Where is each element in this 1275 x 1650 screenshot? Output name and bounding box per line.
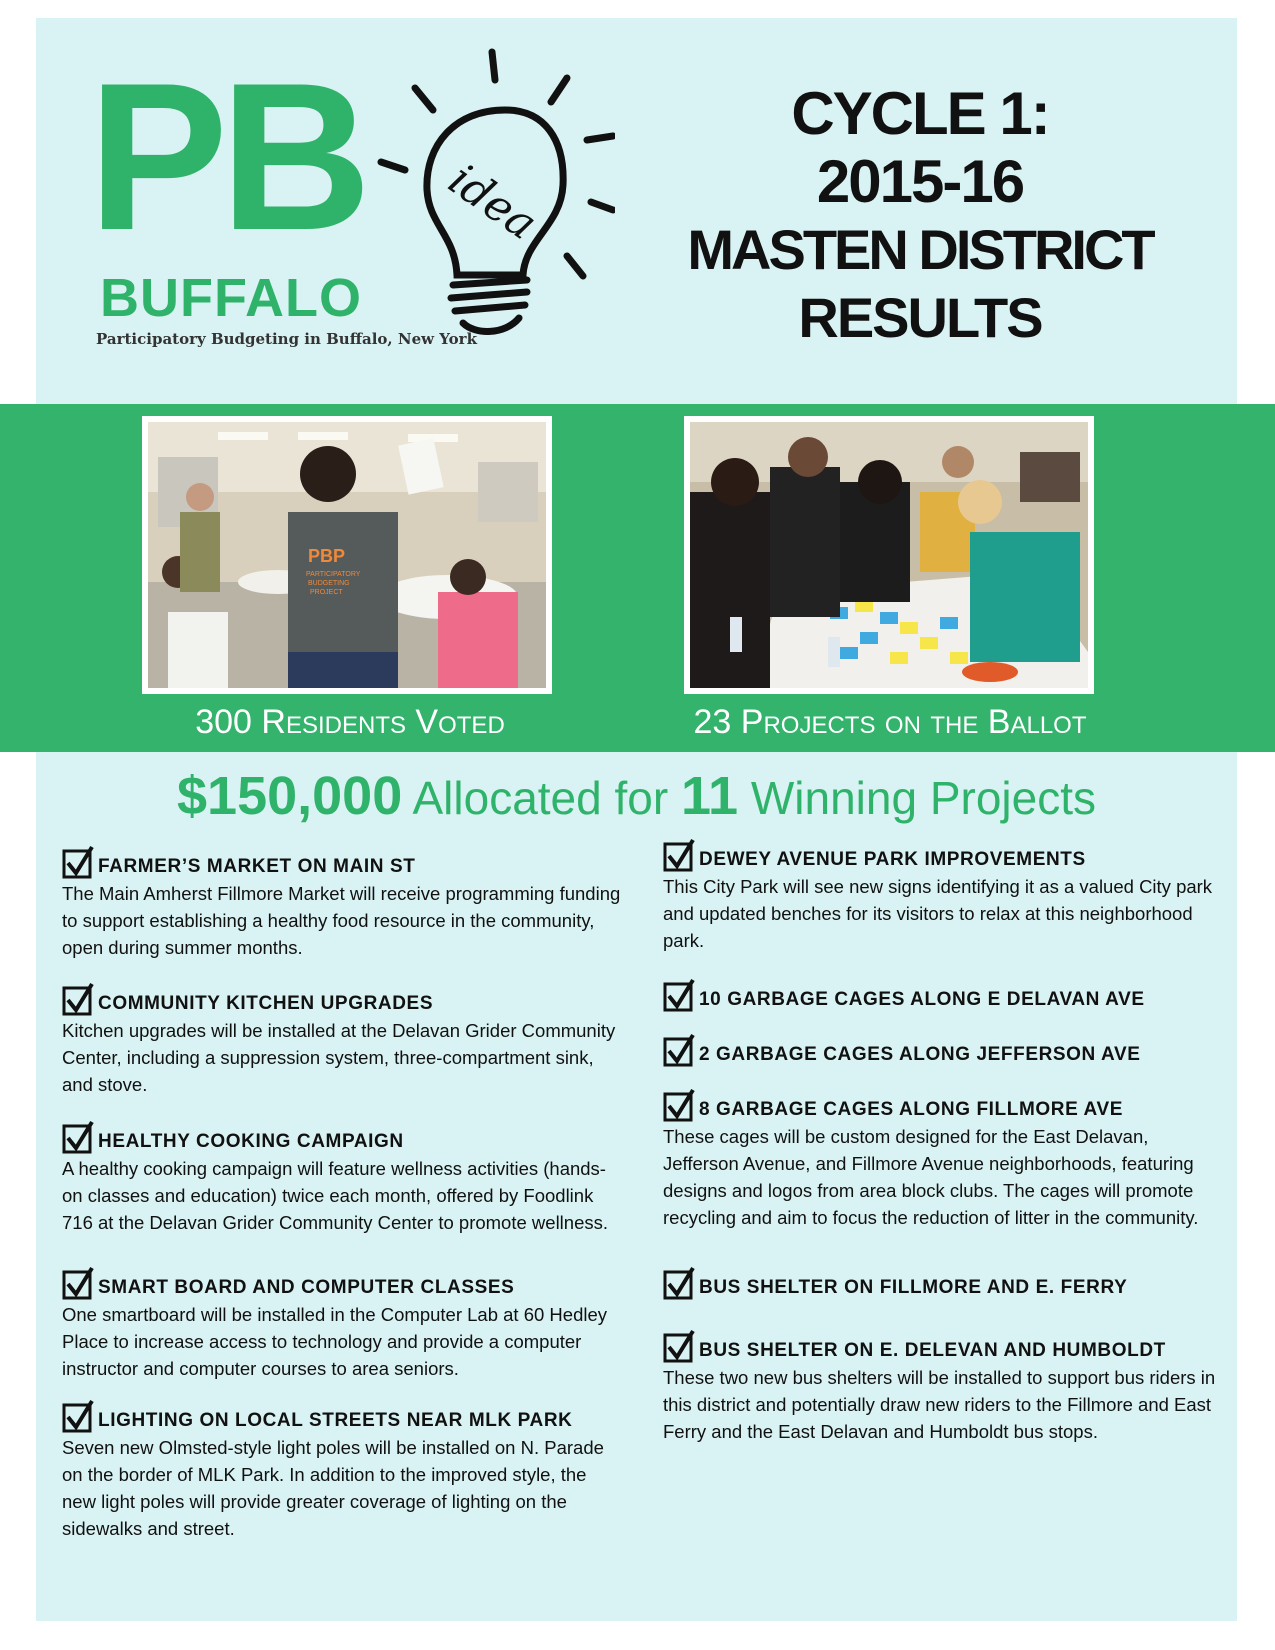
project-item (62, 1399, 622, 1542)
logo-pb-letters: PB (88, 39, 364, 274)
bulb-word: idea (439, 154, 547, 251)
project-item (663, 1329, 1223, 1445)
project-title: DEWEY AVENUE PARK IMPROVEMENTS (699, 849, 1086, 870)
lightbulb-icon (355, 30, 615, 350)
logo-tagline: Participatory Budgeting in Buffalo, New York (96, 330, 477, 348)
checkbox-checked-icon (663, 1266, 697, 1300)
left-project-column (62, 845, 622, 1542)
project-item (663, 838, 1223, 954)
projects-label: Projects on the Ballot (740, 703, 1087, 741)
projects-on-ballot-stat (630, 702, 1150, 742)
project-item (663, 978, 1223, 1012)
checkbox-checked-icon (663, 1033, 697, 1067)
project-description: These two new bus shelters will be installed to support bus riders in this district and potentially draw new riders to the Fillmore and East Ferry and the East Delavan and Humboldt bus stops. (663, 1367, 1216, 1442)
shirt-text-1: PBP (308, 546, 346, 566)
checkbox-checked-icon (663, 978, 697, 1012)
project-item (62, 982, 622, 1098)
project-title: COMMUNITY KITCHEN UPGRADES (98, 993, 434, 1014)
project-description: One smartboard will be installed in the Computer Lab at 60 Hedley Place to increase access to technology and provide a computer instructor and computer courses to area seniors. (62, 1304, 608, 1379)
allocation-text-2: Winning Projects (750, 772, 1096, 824)
project-title: SMART BOARD AND COMPUTER CLASSES (98, 1277, 515, 1298)
project-title: BUS SHELTER ON FILLMORE AND E. FERRY (699, 1277, 1128, 1298)
project-item (62, 1266, 622, 1382)
project-item (62, 845, 622, 961)
title-line-4: RESULTS (798, 286, 1042, 349)
project-title: 2 GARBAGE CAGES ALONG JEFFERSON AVE (699, 1044, 1141, 1065)
photo-voting-meeting (142, 416, 552, 694)
shirt-text-2: PARTICIPATORY (306, 571, 361, 578)
project-title: HEALTHY COOKING CAMPAIGN (98, 1131, 404, 1152)
photo-project-planning (684, 416, 1094, 694)
checkbox-checked-icon (62, 845, 96, 879)
title-line-3: MASTEN DISTRICT (687, 218, 1153, 281)
allocation-count: 11 (680, 766, 739, 826)
right-project-column (663, 838, 1223, 1445)
residents-label: Residents Voted (261, 703, 505, 741)
project-description: A healthy cooking campaign will feature wellness activities (hands-on classes and education) twice each month, offered by Foodlink 716 at the Delavan Grider Community Center to promote wellness. (62, 1158, 609, 1233)
logo-city-name: BUFFALO (100, 268, 362, 328)
title-line-1: CYCLE 1: (791, 80, 1049, 147)
project-title: 10 GARBAGE CAGES ALONG E DELAVAN AVE (699, 989, 1145, 1010)
project-title: LIGHTING ON LOCAL STREETS NEAR MLK PARK (98, 1410, 573, 1431)
projects-number: 23 (693, 703, 732, 741)
checkbox-checked-icon (663, 1088, 697, 1122)
planning-photo-illustration (690, 422, 1088, 688)
page-title (680, 80, 1160, 352)
checkbox-checked-icon (663, 838, 697, 872)
shirt-text-3: BUDGETING (308, 580, 350, 587)
project-description: This City Park will see new signs identifying it as a valued City park and updated benches for its visitors to relax at this neighborhood park. (663, 876, 1213, 951)
project-title: BUS SHELTER ON E. DELEVAN AND HUMBOLDT (699, 1340, 1166, 1361)
project-item (663, 1088, 1223, 1231)
allocation-amount: $150,000 (177, 766, 403, 826)
meeting-photo-illustration (148, 422, 546, 688)
project-title: 8 GARBAGE CAGES ALONG FILLMORE AVE (699, 1099, 1123, 1120)
checkbox-checked-icon (62, 982, 96, 1016)
project-description: The Main Amherst Fillmore Market will receive programming funding to support establishing a healthy food resource in the community, open during summer months. (62, 883, 621, 958)
residents-voted-stat (90, 702, 610, 742)
stats-band (0, 404, 1275, 752)
project-description: Seven new Olmsted-style light poles will be installed on N. Parade on the border of MLK Park. In addition to the improved style, the new light poles will provide greater coverage of lighting on the sidewalks and street. (62, 1437, 604, 1539)
project-title: FARMER’S MARKET ON MAIN ST (98, 856, 416, 877)
project-item (663, 1033, 1223, 1067)
project-item (663, 1266, 1223, 1300)
title-line-2: 2015-16 (816, 148, 1024, 215)
checkbox-checked-icon (663, 1329, 697, 1363)
allocation-headline (36, 766, 1237, 828)
residents-number: 300 (195, 703, 252, 741)
project-description: Kitchen upgrades will be installed at the Delavan Grider Community Center, including a suppression system, three-compartment sink, and stove. (62, 1020, 616, 1095)
checkbox-checked-icon (62, 1120, 96, 1154)
allocation-text-1: Allocated for (412, 772, 669, 824)
checkbox-checked-icon (62, 1266, 96, 1300)
checkbox-checked-icon (62, 1399, 96, 1433)
project-item (62, 1120, 622, 1236)
shirt-text-4: PROJECT (310, 589, 343, 596)
project-description: These cages will be custom designed for the East Delavan, Jefferson Avenue, and Fillmore Avenue neighborhoods, featuring designs and logos from area block clubs. The cages will promote recycling and aim to focus the reduction of litter in the community. (663, 1126, 1199, 1228)
